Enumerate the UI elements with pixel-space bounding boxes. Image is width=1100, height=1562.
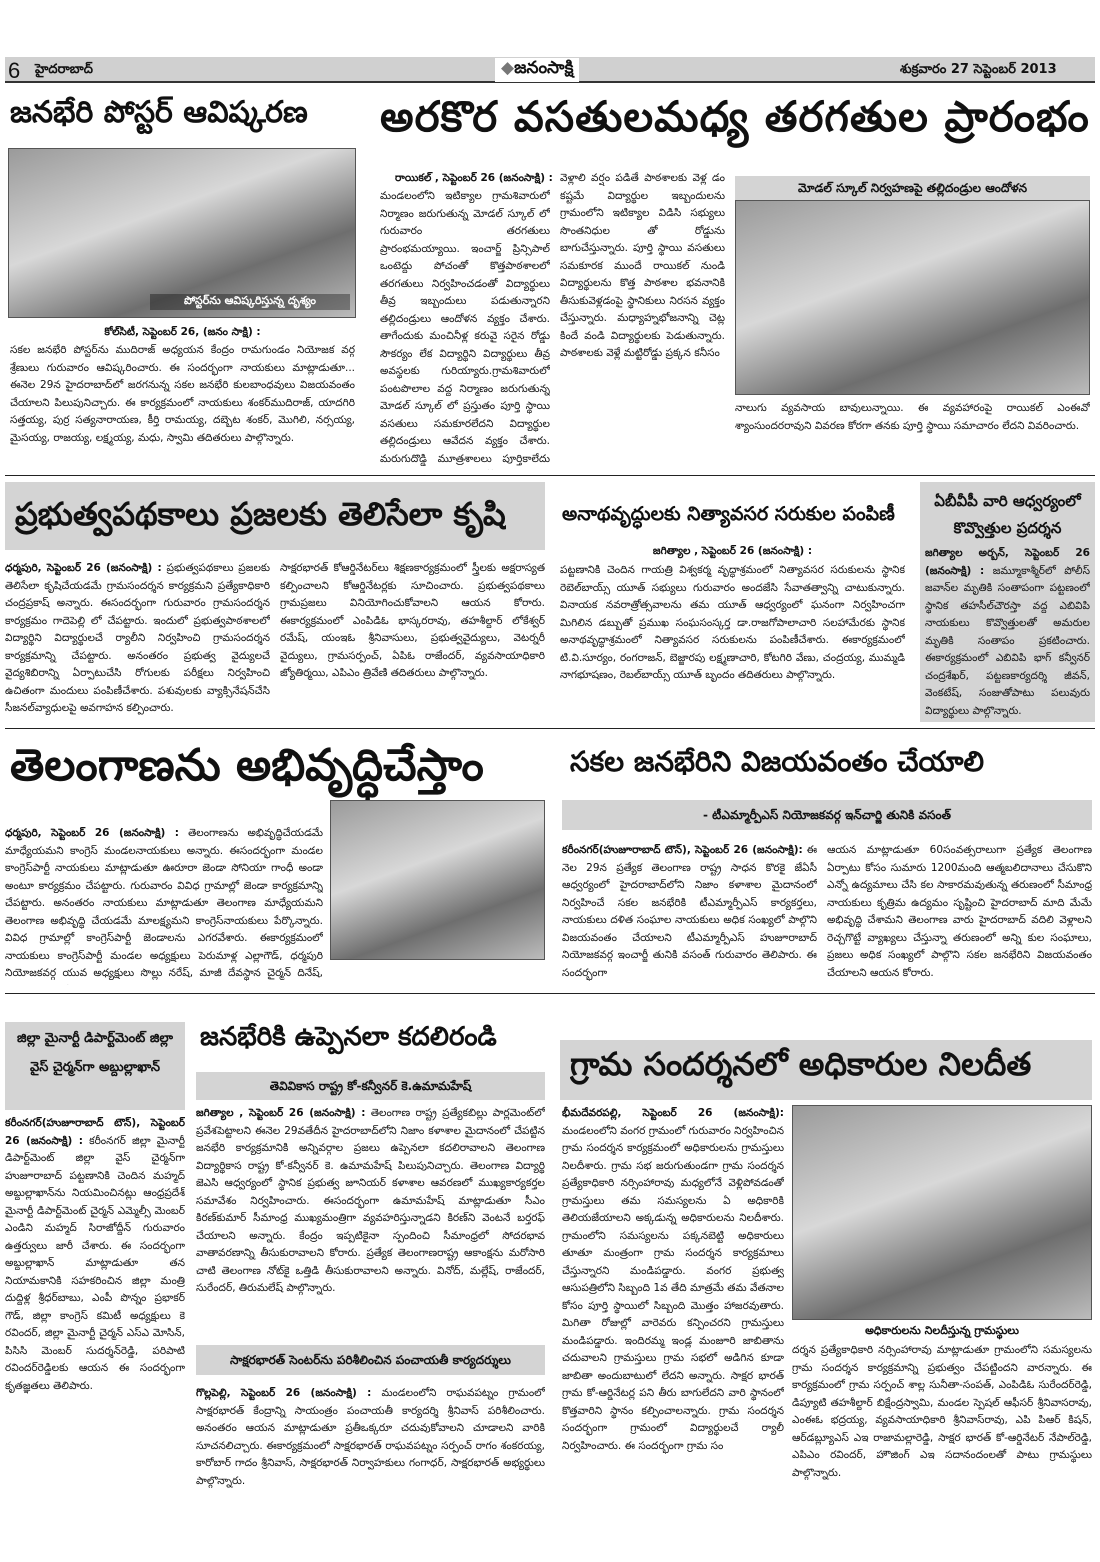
- news-photo: [735, 200, 1090, 395]
- subheadline: - టీఎమ్మార్పీఎస్ నియోజకవర్గ ఇన్‌చార్జి తునికి వసంత్: [562, 800, 1092, 830]
- divider: [5, 475, 1095, 476]
- article-body: పట్టణానికి చెందిన గాయత్రి విశ్వకర్మ వృద్ధాశ్రమంలో నిత్యావసర సరుకులను స్థానిక రెబెల్‌బాయ్స్ యూత్ సభ్యులు గురువారం అందజేసి సేవాతత్వాన్ని చాటుకున్నారు. వినాయక నవరాత్రోత్సవాలను తమ యూత్ ఆధ్వర్యంలో ఘనంగా నిర్వహించగా మిగిలిన డబ్బుతో ప్రముఖ సంఘసంస్కర్త డా.రాజగోపాలాచారి సలహామేరకు స్థానిక అనాథవృద్ధాశ్రమంలో నిత్యావసర సరుకులను పంపిణీచేశారు. ఈకార్యక్రమంలో టి.వి.సూర్యం, రంగరాజన్, బెజ్జారపు లక్ష్మణాచారి, కోటగిరి వేణు, చంద్రయ్య, ముమ్మడి నాగభూషణం, రెబల్‌బాయ్స్ యూత్ బృందం తదితరులు పాల్గొన్నారు.: [560, 564, 905, 681]
- article-column: సాక్షరభారత్ కోఆర్డినేటర్‌లు శిక్షణకార్యక్రమంలో స్త్రీలకు అక్షరాస్యత కల్పించాలని కోఆర్డినేటర్లకు సూచించారు. ప్రభుత్వపథకాలు గ్రామప్రజలు వినియోగించుకోవాలని ఆయన కోరారు. ఈకార్యక్రమంలో ఎంపిడిఓ భాస్కరరావు, తహశీల్దార్ లోకేశ్వర్ రమేష్, యంఇఓ శ్రీనివాసులు, ప్రభుత్వవైద్యులు, వెటర్నరీ వైద్యులు, గ్రామసర్పంచ్, ఏపిఓ రాజేందర్, వ్యవసాయాధికారి జ్యోతిర్మయి, ఎపిఎం త్రివేణి తదితరులు పాల్గొన్నారు.: [280, 562, 545, 679]
- article-column: [562, 842, 817, 987]
- article-column: [562, 1105, 784, 1545]
- subheadline: తెవివికాస రాష్ట్ర కో-కన్వీనర్ కె.ఉమామహేష్: [196, 1072, 545, 1100]
- masthead-text: జనంసాక్షి: [514, 58, 574, 78]
- page-number: 6: [8, 58, 21, 83]
- headline: తెలంగాణను అభివృద్ధిచేస్తాం: [10, 740, 484, 791]
- dateline-text: రాయికల్ , సెప్టెంబర్ 26 (జనంసాక్షి) :: [395, 172, 553, 184]
- headline: ఏబీవీపీ వారి ఆధ్వర్యంలో కొవ్వొత్తుల ప్రదర్శన: [934, 492, 1081, 537]
- dateline-text: ధర్మపురి, సెప్టెంబర్ 26 (జనంసాక్షి) :: [5, 562, 162, 574]
- dateline-text: జగిత్యాల అర్బన్, సెప్టెంబర్ 26 (జనంసాక్షి) :: [925, 547, 1090, 577]
- article-column: దర్శన ప్రత్యేకాధికారి నర్సింహారావు మాట్లాడుతూ గ్రామంలోని సమస్యలను గ్రామ సందర్శన కార్యక్రమాన్ని ప్రభుత్వం చేపట్టిందని వారన్నారు. ఈ కార్యక్రమంలో గ్రామ సర్పంచ్ శాల్ల సునీతా-సంపత్, ఎంపిడిఓ సురేందర్‌రెడ్డి, డిప్యూటి తహశీల్దార్ బిక్షేంద్రస్వామి, మండల స్పెషల్ ఆఫీసర్ శ్రీనివాసరావు, ఎంఈఓ భద్రయ్య, వ్యవసాయాధికారి శ్రీనివాస్‌రావు, ఎపి పిఆర్ కిషన్, ఆర్‌డబ్ల్యూఎస్ ఎఇ రాజామల్లారెడ్డి, సాక్షర భారత్ కో-ఆర్డినేటర్ నేపాల్‌రెడ్డి, ఎపిఎం రవిందర్, హౌజింగ్ ఎఇ సదానందంలతో పాటు గ్రామస్థులు పాల్గొన్నారు.: [792, 1344, 1092, 1479]
- dateline-text: జగిత్యాల , సెప్టెంబర్ 26 (జనంసాక్షి) :: [652, 545, 813, 557]
- headline: జనభేరికి ఉప్పెనలా కదలిరండి: [200, 1022, 497, 1052]
- map-icon: ◆: [501, 58, 515, 78]
- issue-date: శుక్రవారం 27 సెప్టెంబర్ 2013: [900, 62, 1057, 77]
- dateline-text: భీమదేవరపల్లి, సెప్టెంబర్ 26 (జనంసాక్షి):: [562, 1107, 784, 1119]
- article-text: కరీంనగర్ జిల్లా మైనార్టీ డిపార్ట్‌మెంట్ జిల్లా వైస్ చైర్మన్‌గా హుజూరాబాద్ పట్టణానికి చెందిన మహ్మద్ అబ్దుల్లాఖాన్‌ను నియమించినట్లు ఆంధ్రప్రదేశ్ మైనార్టీ డిపార్ట్‌మెంట్ చైర్మన్ ఎమ్మెల్సీ మెంబర్ ఎండిని మహ్మద్ సిరాజోద్దీన్ గురువారం ఉత్తర్వులు జారీ చేశారు. ఈ సందర్భంగా అబ్దుల్లాఖాన్ మాట్లాడుతూ తన నియామకానికి సహకరించిన జిల్లా మంత్రి దుద్దిళ్ల శ్రీధర్‌బాబు, ఎంపీ పొన్నం ప్రభాకర్ గౌడ్, జిల్లా కాంగ్రెస్ కమిటీ అధ్యక్షులు కె రవిందర్, జిల్లా మైనార్టీ చైర్మన్ ఎస్ఎ మోసిన్, పిసిసి మెంబర్ సుదర్శన్‌రెడ్డి, పరిపాటి రవిందర్‌రెడ్డిలకు ఆయన ఈ సందర్భంగా కృతజ్ఞతలు తెలిపారు.: [5, 1134, 185, 1392]
- article-body: సకల జనభేరి పోస్టర్‌ను ముదిరాజ్ అధ్యయన కేంద్రం రామగుండం నియోజక వర్గ శ్రేణులు గురువారం ఆవిష్కరించారు. ఈ సందర్భంగా నాయకులు మాట్లాడుతూ... ఈనెల 29న హైదరాబాద్‌లో జరగనున్న సకల జనభేరి కులబాంధవులు విజయవంతం చేయాలని పిలుపునిచ్చారు. ఈ కార్యక్రమంలో నాయకులు శంకర్‌ముదిరాజ్, యాదగిరి సత్తయ్య, పుర్ర సత్యనారాయణ, కీర్తి రామయ్య, దబ్బెట శంకర్, మొగిలి, నర్సయ్య, మైసయ్య, రాజయ్య, లక్ష్మయ్య, మధు, స్వామి తదితరులు పాల్గొన్నారు.: [10, 344, 355, 444]
- article-column: మండలంలోని ఇటిక్యాల గ్రామశివారులో నిర్మాణం జరుగుతున్న మోడల్ స్కూల్ లో గురువారం తరగతులు ప్రారంభమయ్యాయి. ఇంచార్జ్ ప్రిన్సిపాల్ ఒంటెద్దు పోచంతో కొత్తపాఠశాలలో తరగతులు నిర్వహించడంతో విద్యార్థులు తీవ్ర ఇబ్బందులు పడుతున్నారని తల్లిదండ్రులు ఆందోళన వ్యక్తం చేశారు. తాగేందుకు మంచినీళ్ల కరువై సరైన రోడ్డు సౌకర్యం లేక విద్యార్థిని విద్యార్థులు తీవ్ర అవస్థలకు గురియ్యారు.గ్రామశివారులో పంటపొలాల వద్ద నిర్మాణం జరుగుతున్న మోడల్ స్కూల్ లో ప్రస్తుతం పూర్తి స్థాయి వసతులు సమకూరలేదని విద్యార్థుల తల్లిదండ్రులు ఆవేదన వ్యక్తం చేశారు. మరుగుదొడ్డి మూత్రశాలలు పూర్తికాలేదు: [380, 190, 550, 465]
- dateline-text: కరీంనగర్(హుజూరాబాద్ టౌన్), సెప్టెంబర్ 26 (జనంసాక్షి) :: [5, 1117, 185, 1147]
- article-body: [196, 1105, 545, 1335]
- headline: ప్రభుత్వపథకాలు ప్రజలకు తెలిసేలా కృషి: [15, 495, 506, 533]
- article-body: [5, 825, 323, 985]
- news-photo: [8, 148, 356, 318]
- article-text: ఈ నెల 29న ప్రత్యేక తెలంగాణ రాష్ట్ర సాధన కొరకై జేఏసీ ఆధ్వర్యంలో హైదరాబాద్‌లోని నిజాం కళాశాల మైదానంలో నిర్వహించే సకల జనభేరికి టీఎమ్మార్పీఎస్ కార్యకర్తలు, నాయకులు దళిత సంఘాల నాయకులు అధిక సంఖ్యలో పాల్గొని విజయవంతం చేయాలని టీఎమ్మార్పీఎస్ హుజూరాబాద్ నియోజకవర్గ ఇంచార్జీ తునికి వసంత్ గురువారం తెలిపారు. ఈ సందర్భంగా: [562, 844, 817, 979]
- headline: జనభేరి పోస్టర్ ఆవిష్కరణ: [10, 95, 308, 130]
- dateline: [10, 324, 355, 342]
- headline: సకల జనభేరిని విజయవంతం చేయాలి: [570, 745, 985, 778]
- article-text: ప్రభుత్వపథకాలు ప్రజలకు తెలిసేలా కృషిచేయడమే గ్రామసందర్శన కార్యక్రమని ప్రత్యేకాధికారి చంద్రప్రకాష్ అన్నారు. ఈసందర్భంగా గురువారం గ్రామసందర్శన కార్యక్రమం గాదెపెల్లి లో చేపట్టారు. ఇందులో ప్రభుత్వపాఠశాలలో విద్యార్థిని విద్యార్థులచే ర్యాలీని నిర్వహించి గ్రామసందర్శన కార్యక్రమాన్ని చేపట్టారు. అనంతరం ప్రభుత్వ వైద్యులచే వైద్యశిబిరాన్ని ఏర్పాటుచేసి రోగులకు పరీక్షలు నిర్వహించి ఉచితంగా మందులు పంపిణీచేశారు. పశువులకు వ్యాక్సినేషన్‌చేసి సీజనల్‌వ్యాధులపై అవగాహన కల్పించారు.: [5, 562, 270, 714]
- headline: గ్రామ సందర్శనలో అధికారుల నిలదీత: [570, 1045, 1032, 1083]
- news-photo: [330, 800, 545, 960]
- dateline-text: గొల్లపెల్లి, సెప్టెంబర్ 26 (జనంసాక్షి) :: [196, 1387, 372, 1399]
- dateline-text: జగిత్యాల , సెప్టెంబర్ 26 (జనంసాక్షి) :: [196, 1107, 366, 1119]
- dateline-text: ధర్మపురి, సెప్టెంబర్ 26 (జనంసాక్షి) :: [5, 827, 179, 839]
- article-body: [925, 545, 1090, 720]
- article-body: [5, 1115, 185, 1545]
- article-column: [5, 560, 270, 720]
- article-column: ఆయన మాట్లాడుతూ 60సంవత్సరాలుగా ప్రత్యేక తెలంగాణ ఏర్పాటు కోసం సుమారు 1200మంది ఆత్మబలిదానాలు చేసుకొని ఎన్నో ఉద్యమాలు చేసి కల సాకారమవుతున్న తరుణంలో సీమాంధ్ర నాయకులు కృత్రిమ ఉద్యమం సృష్టించి హైదరాబాద్ మాది మేమే అభివృద్ధి చేశామని తెలంగాణ వారు హైదరాబాద్ వదిలి వెళ్లాలని రెచ్చగొట్టే వ్యాఖ్యలు చేస్తున్నా తరుణంలో అన్ని కుల సంఘాలు, ప్రజలు అధిక సంఖ్యలో పాల్గొని సకల జనభేరిని విజయవంతం చేయాలని ఆయన కోరారు.: [827, 844, 1092, 979]
- article-text: మండలంలోని వంగర గ్రామంలో గురువారం నిర్వహించిన గ్రామ సందర్శన కార్యక్రమంలో అధికారులను గ్రామస్తులు నిలదీశారు. గ్రామ సభ జరుగుతుండగా గ్రామ సందర్శన ప్రత్యేకాధికారి నర్సింహారావు మధ్యలోనే వెళ్లిపోవడంతో గ్రామస్తులు తమ సమస్యలను ఏ అధికారికి తెలియజేయాలని అక్కడున్న అధికారులను నిలదీశారు. గ్రామంలోని సమస్యలను పక్కనబెట్టి అధికారులు తూతూ మంత్రంగా గ్రామ సందర్శన కార్యక్రమాలు చేస్తున్నారని మండిపడ్డారు. వంగర ప్రభుత్వ ఆసుపత్రిలోని సిబ్బంది 1వ తేది మాత్రమే తమ వేతనాల కోసం పూర్తి స్థాయిలో సిబ్బంది మొత్తం హాజరవుతారు. మిగితా రోజుల్లో వారెవరు కన్పించరని గ్రామస్తులు మండిపడ్డారు. ఇందిరమ్మ ఇండ్ల మంజూరి జాబితాను చదువాలని గ్రామస్తులు గ్రామ సభలో అడిగిన కూడా జాబితా అందుబాటులో లేదని అన్నారు. సాక్షర భారత్ గ్రామ కో-ఆర్డినేటర్ల పని తీరు బాగులేదని వారి స్థానంలో కొత్తవారిని స్థానం కల్పించాలన్నారు. గ్రామ సందర్శన సందర్భంగా గ్రామంలో విద్యార్థులచే ర్యాలీ నిర్వహించారు. ఈ సందర్భంగా గ్రామ సం: [562, 1124, 784, 1452]
- headline: జిల్లా మైనార్టీ డిపార్ట్‌మెంట్ జిల్లా వైస్ చైర్మన్‌గా అబ్దుల్లాఖాన్: [5, 1022, 185, 1110]
- article-column: నాలుగు వ్యవసాయ బావులున్నాయి. ఈ వ్యవహారంపై రాయికల్ ఎంఈవో శ్యాంసుందరరావుని వివరణ కోరగా తనకు పూర్తి స్థాయి సమాచారం లేదని వివరించారు.: [735, 402, 1090, 432]
- section-name: హైదరాబాద్: [35, 62, 93, 77]
- article-text: తెలంగాణ రాష్ట్ర ప్రత్యేకబిల్లు పార్లమెంట్‌లో ప్రవేశపెట్టాలని ఈనెల 29వతేదీన హైదరాబాద్‌లోని నిజాం కళాశాల మైదానంలో చేపట్టిన జనభేరి కార్యక్రమానికి అన్నివర్గాల ప్రజలు ఉప్పెనలా కదలిరావాలని తెలంగాణ విద్యార్థికాస రాష్ట్ర కో-కన్వీనర్ కె. ఉమామహేష్ పిలుపునిచ్చారు. తెలంగాణ విద్యార్థి జెఎసి ఆధ్వర్యంలో స్థానిక ప్రభుత్వ జూనియర్ కళాశాల ఆవరణలో ముఖ్యకార్యకర్తల సమావేశం నిర్వహించారు. ఈసందర్భంగా ఉమామహేష్ మాట్లాడుతూ సీఎం కిరణ్‌కుమార్ సీమాంధ్ర ముఖ్యమంత్రిగా వ్యవహరిస్తున్నాడని కిరణ్‌ని వెంటనే బర్తరఫ్ చేయాలని అన్నారు. కేంద్రం ఇప్పటికైనా స్పందించి సీమాంధ్రలో సోదరభావ వాతావరణాన్ని తీసుకురావాలని కోరారు. ప్రత్యేక తెలంగాణరాష్ట్ర ఆకాంక్షను మరోసారి చాటి తెలంగాణ నోట్‌కై ఒత్తిడి తీసుకురావాలని అన్నారు. వినోద్, మల్లేష్, రాజేందర్, సురేందర్, తిరుమలేష్ పాల్గొన్నారు.: [196, 1107, 545, 1294]
- headline: అనాథవృద్ధులకు నిత్యావసర సరుకుల పంపిణీ: [562, 503, 895, 525]
- article-text: తెలంగాణను అభివృద్ధిచేయడమే మాధ్యేయమని కాంగ్రెస్ మండలనాయకులు అన్నారు. ఈసందర్భంగా మండల కాంగ్రెస్‌పార్టీ నాయకులు మాట్లాడుతూ ఊరూరా జెండా సోనియా గాంధీ అండా అంటూ కార్యక్రమం చేపట్టారు. గురువారం వివిధ గ్రామాల్లో జెండా కార్యక్రమాన్ని చేపట్టారు. అనంతరం నాయకులు మాట్లాడుతూ తెలంగాణ మాధ్యేయమని తెలంగాణ అభివృద్ధి చేయడమే మాలక్ష్యమని కాంగ్రెస్‌నాయకులు పేర్కొన్నారు. వివిధ గ్రామాల్లో కాంగ్రెస్‌పార్టీ జెండాలను ఎగరవేశారు. ఈకార్యక్రమంలో నాయకులు కాంగ్రెస్‌పార్టీ మండల అధ్యక్షులు పెరుమాళ్ల ఎల్లాగౌడ్, ధర్మపురి నియోజకవర్గ యువ అధ్యక్షులు సొల్లు నరేష్, మాజీ దేవస్థాన చైర్మన్ దినేష్,: [5, 827, 323, 979]
- divider: [5, 728, 1095, 729]
- dateline: [560, 543, 905, 561]
- article-column: వెళ్లాలి వర్షం పడితే పాఠశాలకు వెళ్ల డం కష్టమే విద్యార్థుల ఇబ్బందులను గ్రామంలోని ఇటిక్యాల విడిసి సభ్యులు సొంతనిధుల తో రోడ్డును బాగుచేస్తున్నారు. పూర్తి స్థాయి వసతులు సమకూరక ముందే రాయికల్ నుండి విద్యార్థులను కొత్త పాఠశాల భవనానికి తీసుకువెళ్లడంపై స్థానికులు నిరసన వ్యక్తం చేస్తున్నారు. మధ్యాహ్నభోజనాన్ని చెట్ల కిందే వండి విద్యార్థులకు పెడుతున్నారు. పాఠశాలకు వెళ్లే మట్టిరోడ్డు ప్రక్కన కనీసం: [560, 172, 725, 359]
- headline: సాక్షరభారత్ సెంటర్‌ను పరిశీలించిన పంచాయతీ కార్యదర్శులు: [196, 1345, 545, 1375]
- dateline-text: కోల్‌సిటీ, సెప్టెంబర్ 26, (జనం సాక్షి) :: [104, 326, 261, 338]
- masthead-logo: [495, 58, 579, 82]
- news-photo: [792, 1105, 1092, 1320]
- dateline-text: కరీంనగర్(హుజూరాబాద్ టౌన్), సెప్టెంబర్ 26 (జనంసాక్షి):: [562, 844, 803, 856]
- photo-caption: మోడల్ స్కూల్ నిర్వహణపై తల్లిదండ్రుల ఆందోళన: [735, 176, 1090, 200]
- headline: అరకొర వసతులమధ్య తరగతుల ప్రారంభం: [380, 92, 1090, 141]
- photo-caption: అధికారులను నిలదీస్తున్న గ్రామస్థులు: [865, 1324, 1019, 1337]
- article-text: మండలంలోని రాఘవపట్నం గ్రామంలో సాక్షరభారత్ కేంద్రాన్ని సాయంత్రం పంచాయతీ కార్యదర్శి శ్రీనివాస్ పరిశీలించారు. అనంతరం ఆయన మాట్లాడుతూ ప్రతీఒక్కరూ చదువుకోవాలని చూడాలని వారికి సూచనలిచ్చారు. ఈకార్యక్రమంలో సాక్షరభారత్ రాఘవపట్నం సర్పంచ్ రాగం శంకరయ్య, కారోబార్ గాదం శ్రీనివాస్, సాక్షరభారత్ నిర్వాహకులు గంగాధర్, సాక్షరభారత్ అభ్యర్థులు పాల్గొన్నారు.: [196, 1387, 545, 1487]
- photo-caption: పోస్టర్‌ను ఆవిష్కరిస్తున్న దృశ్యం: [150, 294, 350, 310]
- divider: [5, 993, 1095, 994]
- article-text: జమ్మూకాశ్మీర్‌లో పోలీస్ జవాన్‌ల మృతికి సంతాపంగా పట్టణంలో స్థానిక తహసీల్‌చౌరస్తా వద్ద ఎబివిపి నాయకులు కొవ్వొత్తులతో అమరుల మృతికి సంతాపం ప్రకటించారు. ఈకార్యక్రమంలో ఎబివిపి భాగ్ కన్వీనర్ చంద్రశేఖర్, పట్టణకార్యదర్శి జీవన్, వెంకటేష్, సంజుతోపాటు పలువురు విద్యార్థులు పాల్గొన్నారు.: [925, 564, 1090, 717]
- article-body: [196, 1385, 545, 1545]
